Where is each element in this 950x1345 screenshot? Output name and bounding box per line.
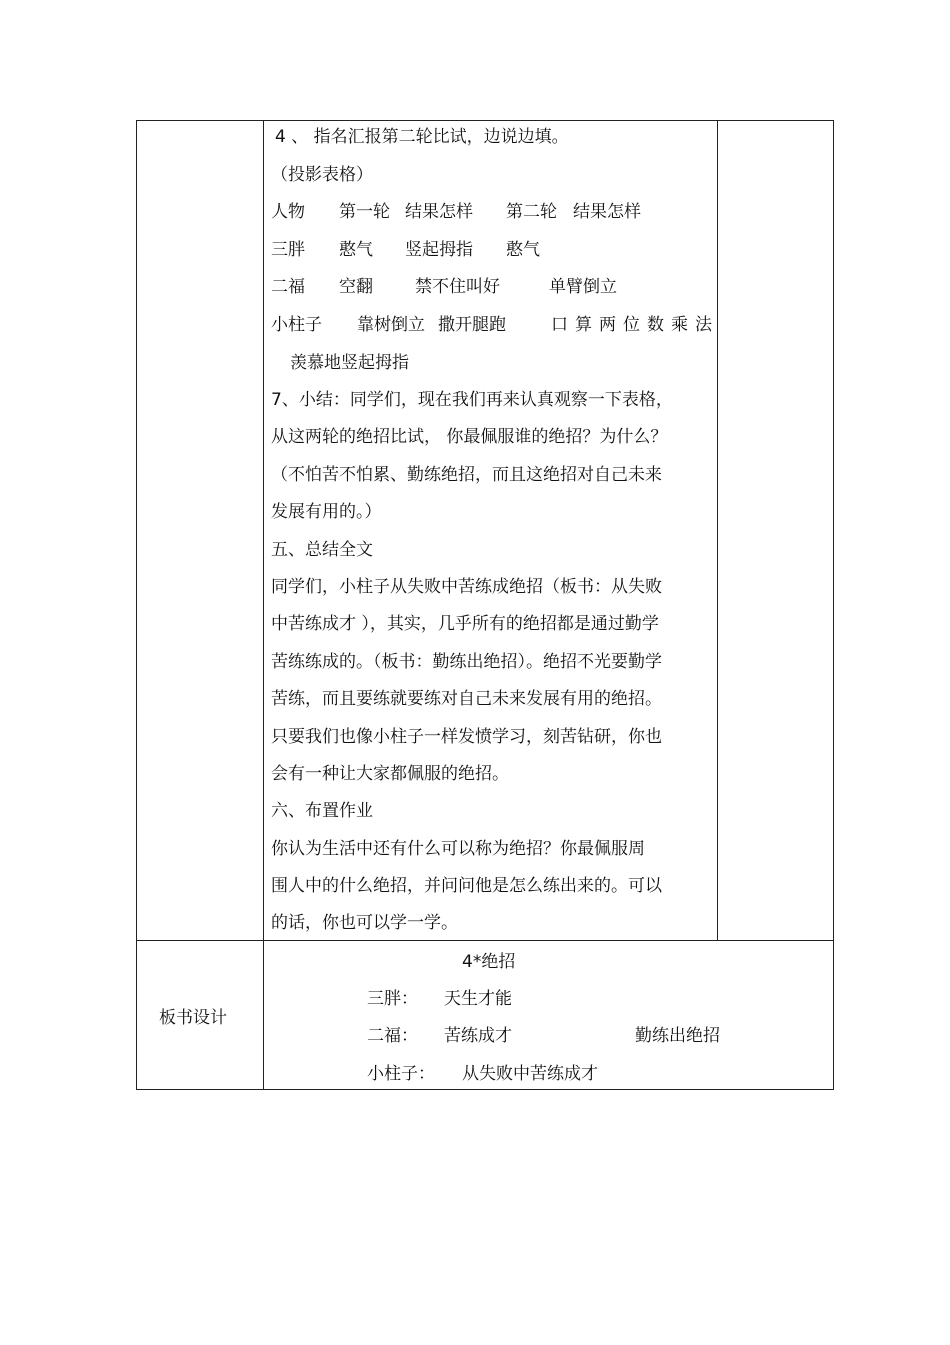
column-divider-right (717, 120, 718, 940)
table-right-border (833, 120, 834, 1090)
board-row-name: 二福： (367, 1026, 418, 1046)
table-cell: 口算两位数乘法 (551, 315, 719, 335)
text-line: 7、小结：同学们，现在我们再来认真观察一下表格， (271, 390, 673, 410)
board-design-label: 板书设计 (159, 1008, 227, 1028)
table-cell: 小柱子 (271, 315, 322, 335)
table-cell: 憨气 (339, 240, 373, 260)
text-line: 苦练练成的。（板书：勤练出绝招）。绝招不光要勤学 (271, 652, 662, 672)
table-header-cell: 第一轮 (339, 202, 390, 222)
table-cell: 二福 (271, 277, 305, 297)
table-cell: 单臂倒立 (549, 277, 617, 297)
text-line: 会有一种让大家都佩服的绝招。 (271, 764, 509, 784)
table-header-cell: 第二轮 (506, 202, 557, 222)
text-line: 苦练，而且要练就要练对自己未来发展有用的绝招。 (271, 689, 662, 709)
table-header-cell: 人物 (271, 202, 305, 222)
table-cell: 憨气 (506, 240, 540, 260)
board-title: 4*绝招 (462, 952, 516, 972)
board-row-note: 勤练出绝招 (635, 1026, 720, 1046)
table-cell: 三胖 (271, 240, 305, 260)
section-heading: 五、总结全文 (271, 540, 373, 560)
table-cell: 空翻 (339, 277, 373, 297)
text-line: 你认为生活中还有什么可以称为绝招？你最佩服周 (271, 839, 645, 859)
text-line: 的话，你也可以学一学。 (271, 913, 458, 933)
table-bottom-border (136, 1089, 834, 1090)
board-row-name: 小柱子： (367, 1064, 435, 1084)
text-line: 只要我们也像小柱子一样发愤学习，刻苦钻研，你也 (271, 727, 662, 747)
section-heading: 六、布置作业 (271, 801, 373, 821)
table-cell: 竖起拇指 (405, 240, 473, 260)
table-left-border (136, 120, 137, 1090)
board-row-value: 天生才能 (444, 989, 512, 1009)
table-top-border (136, 120, 834, 121)
column-divider-left (263, 120, 264, 1090)
table-cell: 禁不住叫好 (415, 277, 500, 297)
text-line: （不怕苦不怕累、勤练绝招，而且这绝招对自己未来 (271, 465, 662, 485)
text-line: 4 、 指名汇报第二轮比试，边说边填。 (275, 127, 569, 147)
table-header-cell: 结果怎样 (405, 202, 473, 222)
text-line: 羡慕地竖起拇指 (290, 353, 409, 373)
board-row-value: 从失败中苦练成才 (462, 1064, 598, 1084)
table-cell: 撒开腿跑 (438, 315, 506, 335)
text-line: （投影表格） (271, 165, 373, 185)
table-header-cell: 结果怎样 (573, 202, 641, 222)
text-line: 中苦练成才 ），其实，几乎所有的绝招都是通过勤学 (271, 614, 659, 634)
text-line: 发展有用的。） (271, 502, 382, 522)
row-divider (136, 940, 834, 941)
board-row-name: 三胖： (367, 989, 418, 1009)
text-line: 同学们，小柱子从失败中苦练成绝招（板书：从失败 (271, 577, 662, 597)
table-cell: 靠树倒立 (357, 315, 425, 335)
text-line: 围人中的什么绝招，并问问他是怎么练出来的。可以 (271, 876, 662, 896)
text-line: 从这两轮的绝招比试， 你最佩服谁的绝招？为什么？ (271, 427, 668, 447)
board-row-value: 苦练成才 (444, 1026, 512, 1046)
